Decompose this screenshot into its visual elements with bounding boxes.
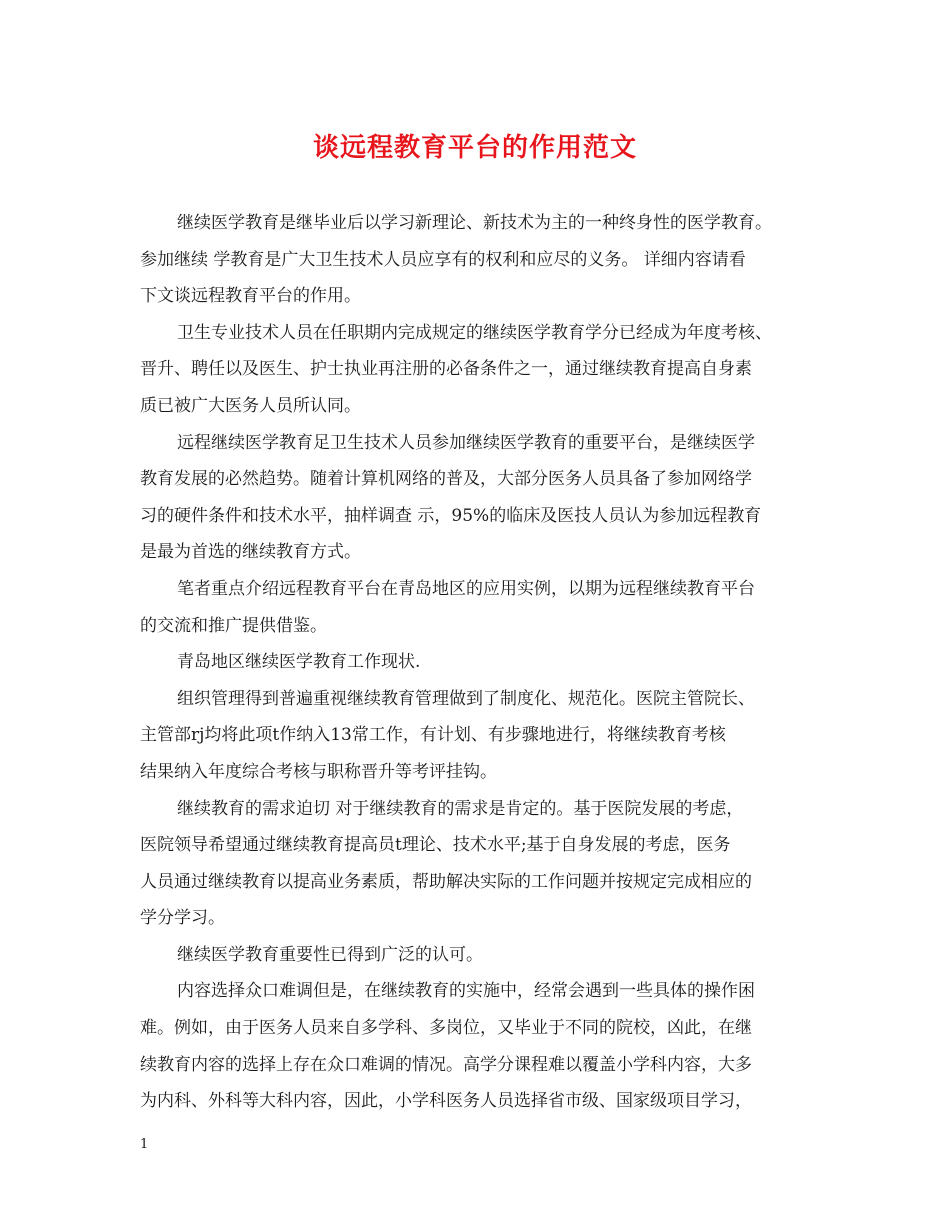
text-line: 人员通过继续教育以提高业务素质，帮助解决实际的工作问题并按规定完成相应的 [140, 871, 752, 892]
page-number: 1 [140, 1137, 149, 1152]
text-line: 主管部rj均将此项t作纳入13常工作，有计划、有步骤地进行，将继续教育考核 [140, 725, 726, 746]
text-line: 结果纳入年度综合考核与职称晋升等考评挂钩。 [140, 761, 497, 782]
text-line: 卫生专业技术人员在任职期内完成规定的继续医学教育学分已经成为年度考核、 [177, 322, 772, 343]
text-line: 为内科、外科等大科内容，因此，小学科医务人员选择省市级、国家级项目学习， [140, 1091, 752, 1112]
text-line: 续教育内容的选择上存在众口难调的情况。高学分课程难以覆盖小学科内容，大多 [140, 1054, 752, 1075]
text-line: 医院领导希望通过继续教育提高员t理论、技术水平;基于自身发展的考虑，医务 [140, 835, 731, 856]
text-line: 难。例如，由于医务人员来自多学科、多岗位，又毕业于不同的院校，凶此，在继 [140, 1018, 752, 1039]
text-line: 质已被广大医务人员所认同。 [140, 395, 361, 416]
text-line: 习的硬件条件和技术水平，抽样调查 示，95%的临床及医技人员认为参加远程教育 [140, 505, 762, 526]
text-line: 远程继续医学教育足卫生技术人员参加继续医学教育的重要平台，是继续医学 [177, 432, 755, 453]
text-line: 青岛地区继续医学教育工作现状. [177, 652, 421, 673]
text-line: 继续医学教育是继毕业后以学习新理论、新技术为主的一种终身性的医学教育。 [177, 213, 772, 233]
text-line: 下文谈远程教育平台的作用。 [140, 286, 361, 307]
text-line: 组织管理得到普遍重视继续教育管理做到了制度化、规范化。医院主管院长、 [177, 688, 755, 709]
text-line: 教育发展的必然趋势。随着计算机网络的普及，大部分医务人员具备了参加网络学 [140, 469, 752, 490]
document-title: 谈远程教育平台的作用范文 [312, 133, 637, 163]
text-line: 继续教育的需求迫切 对于继续教育的需求是肯定的。基于医院发展的考虑， [177, 798, 744, 819]
text-line: 笔者重点介绍远程教育平台在青岛地区的应用实例，以期为远程继续教育平台 [177, 578, 755, 599]
text-line: 学分学习。 [140, 908, 225, 929]
document-body [140, 205, 820, 1120]
text-line: 继续医学教育重要性已得到广泛的认可。 [177, 944, 483, 965]
text-line: 的交流和推广提供借鉴。 [140, 615, 327, 636]
text-line: 内容选择众口难调但是，在继续教育的实施中，经常会遇到一些具体的操作困 [177, 981, 755, 1002]
text-line: 晋升、聘任以及医生、护士执业再注册的必备条件之一，通过继续教育提高自身素 [140, 359, 752, 380]
text-line: 参加继续 学教育是广大卫生技术人员应享有的权利和应尽的义务。 详细内容请看 [140, 249, 746, 270]
text-line: 是最为首选的继续教育方式。 [140, 542, 361, 563]
